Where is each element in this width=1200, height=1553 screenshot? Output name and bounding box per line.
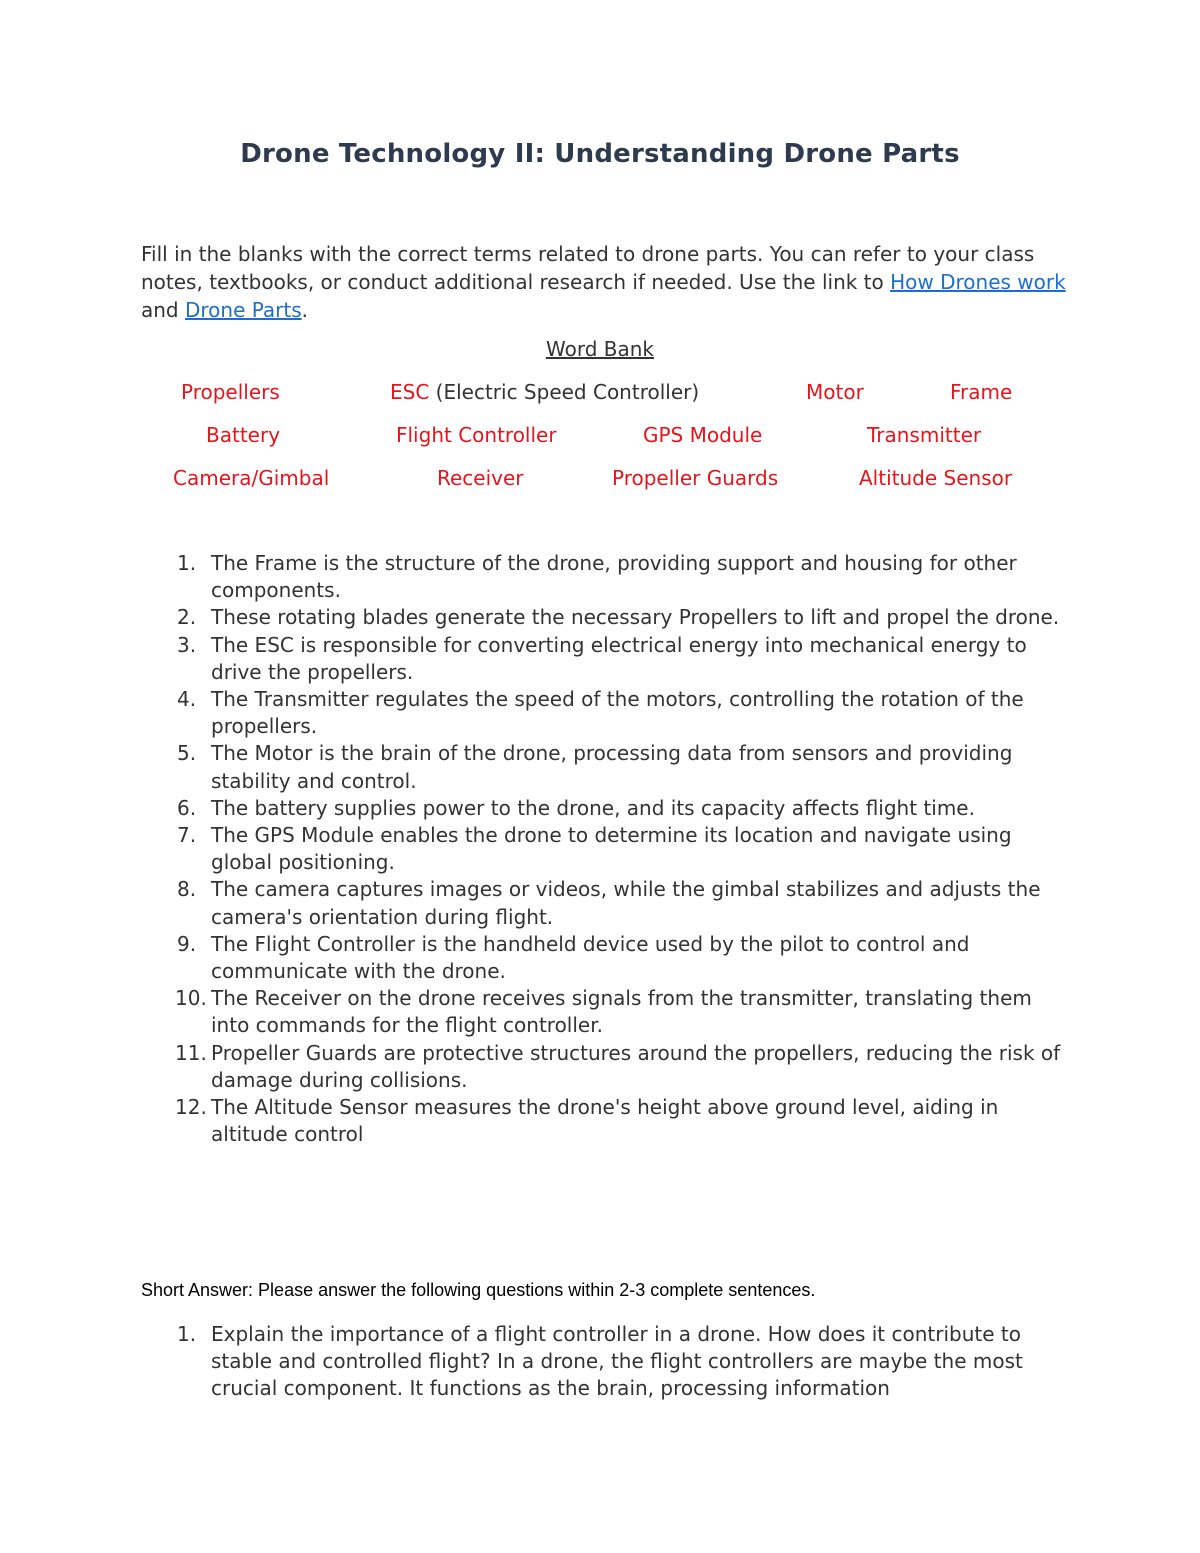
word-bank-item-camera-gimbal: Camera/Gimbal bbox=[173, 466, 330, 490]
question-number: 10. bbox=[175, 986, 207, 1011]
question-text: These rotating blades generate the necessary Propellers to lift and propel the drone. bbox=[211, 605, 1060, 630]
instructions-paragraph bbox=[141, 240, 1071, 324]
question-number: 6. bbox=[177, 795, 197, 820]
question-number: 11. bbox=[175, 1040, 207, 1065]
question-number: 4. bbox=[177, 687, 197, 712]
question-item bbox=[141, 1040, 1071, 1094]
short-answer-heading: Short Answer: Please answer the following questions within 2-3 complete sentences. bbox=[141, 1280, 816, 1300]
word-bank-item-receiver: Receiver bbox=[437, 466, 524, 490]
question-text: Propeller Guards are protective structures around the propellers, reducing the risk of damage during collisions. bbox=[211, 1040, 1061, 1092]
word-bank-item-transmitter: Transmitter bbox=[867, 423, 982, 447]
question-item bbox=[141, 931, 1071, 985]
question-item bbox=[141, 985, 1071, 1039]
word-bank-item-frame: Frame bbox=[950, 380, 1013, 404]
page-title: Drone Technology II: Understanding Drone Parts bbox=[240, 139, 960, 169]
instructions-connector: and bbox=[141, 298, 185, 322]
word-bank-item-altitude-sensor: Altitude Sensor bbox=[859, 466, 1013, 490]
question-item bbox=[141, 550, 1071, 604]
word-bank-item-propellers: Propellers bbox=[181, 380, 280, 404]
question-number: 2. bbox=[177, 605, 197, 630]
question-number: 3. bbox=[177, 632, 197, 657]
question-number: 12. bbox=[175, 1095, 207, 1120]
question-item bbox=[141, 604, 1071, 631]
instructions-end: . bbox=[301, 298, 309, 322]
question-item bbox=[141, 822, 1071, 876]
question-text: The Altitude Sensor measures the drone's height above ground level, aiding in altitude control bbox=[211, 1095, 999, 1147]
short-answer-number: 1. bbox=[177, 1322, 197, 1346]
word-bank-item-motor: Motor bbox=[806, 380, 864, 404]
question-text: The Motor is the brain of the drone, processing data from sensors and providing stability and control. bbox=[211, 741, 1013, 793]
short-answer-list bbox=[141, 1321, 1071, 1403]
question-number: 9. bbox=[177, 931, 197, 956]
word-bank-item-propeller-guards: Propeller Guards bbox=[612, 466, 779, 490]
word-bank-item-battery: Battery bbox=[206, 423, 281, 447]
question-item bbox=[141, 686, 1071, 740]
question-number: 8. bbox=[177, 877, 197, 902]
word-bank-item-gps-module: GPS Module bbox=[643, 423, 763, 447]
question-text: The ESC is responsible for converting electrical energy into mechanical energy to drive the propellers. bbox=[211, 632, 1027, 684]
question-item bbox=[141, 632, 1071, 686]
instructions-text: Fill in the blanks with the correct terms related to drone parts. You can refer to your class notes, textbooks, or conduct additional research if needed. Use the link to bbox=[141, 242, 1035, 294]
question-text: The battery supplies power to the drone, and its capacity affects flight time. bbox=[211, 795, 975, 820]
question-number: 1. bbox=[177, 551, 197, 575]
question-item bbox=[141, 795, 1071, 822]
question-text: The Flight Controller is the handheld device used by the pilot to control and communicate with the drone. bbox=[211, 931, 970, 984]
word-bank-heading: Word Bank bbox=[546, 337, 654, 361]
question-text: The camera captures images or videos, while the gimbal stabilizes and adjusts the camera's orientation during flight. bbox=[211, 877, 1041, 929]
question-text: The Receiver on the drone receives signals from the transmitter, translating them into commands for the flight controller. bbox=[211, 986, 1032, 1038]
word-bank-item-esc bbox=[390, 380, 699, 404]
question-text: The Transmitter regulates the speed of the motors, controlling the rotation of the propellers. bbox=[211, 687, 1024, 739]
word-bank-esc-expansion: (Electric Speed Controller) bbox=[429, 380, 700, 404]
fill-in-questions-list bbox=[141, 550, 1071, 1148]
question-number: 7. bbox=[177, 823, 197, 848]
question-text: The Frame is the structure of the drone, providing support and housing for other components. bbox=[211, 551, 1017, 603]
drone-parts-link[interactable]: Drone Parts bbox=[184, 298, 302, 322]
question-item bbox=[141, 1094, 1071, 1148]
word-bank-item-flight-controller: Flight Controller bbox=[396, 423, 557, 447]
short-answer-text: Explain the importance of a flight controller in a drone. How does it contribute to stable and controlled flight? In a drone, the flight controllers are maybe the most crucial component. It functions as the brain, processing information bbox=[211, 1322, 1023, 1401]
question-text: The GPS Module enables the drone to determine its location and navigate using global positioning. bbox=[211, 823, 1012, 875]
question-item bbox=[141, 876, 1071, 930]
how-drones-work-link[interactable]: How Drones work bbox=[890, 270, 1066, 294]
question-item bbox=[141, 740, 1071, 794]
word-bank-esc-label: ESC bbox=[390, 380, 430, 404]
short-answer-item bbox=[141, 1321, 1071, 1403]
question-number: 5. bbox=[177, 741, 197, 766]
